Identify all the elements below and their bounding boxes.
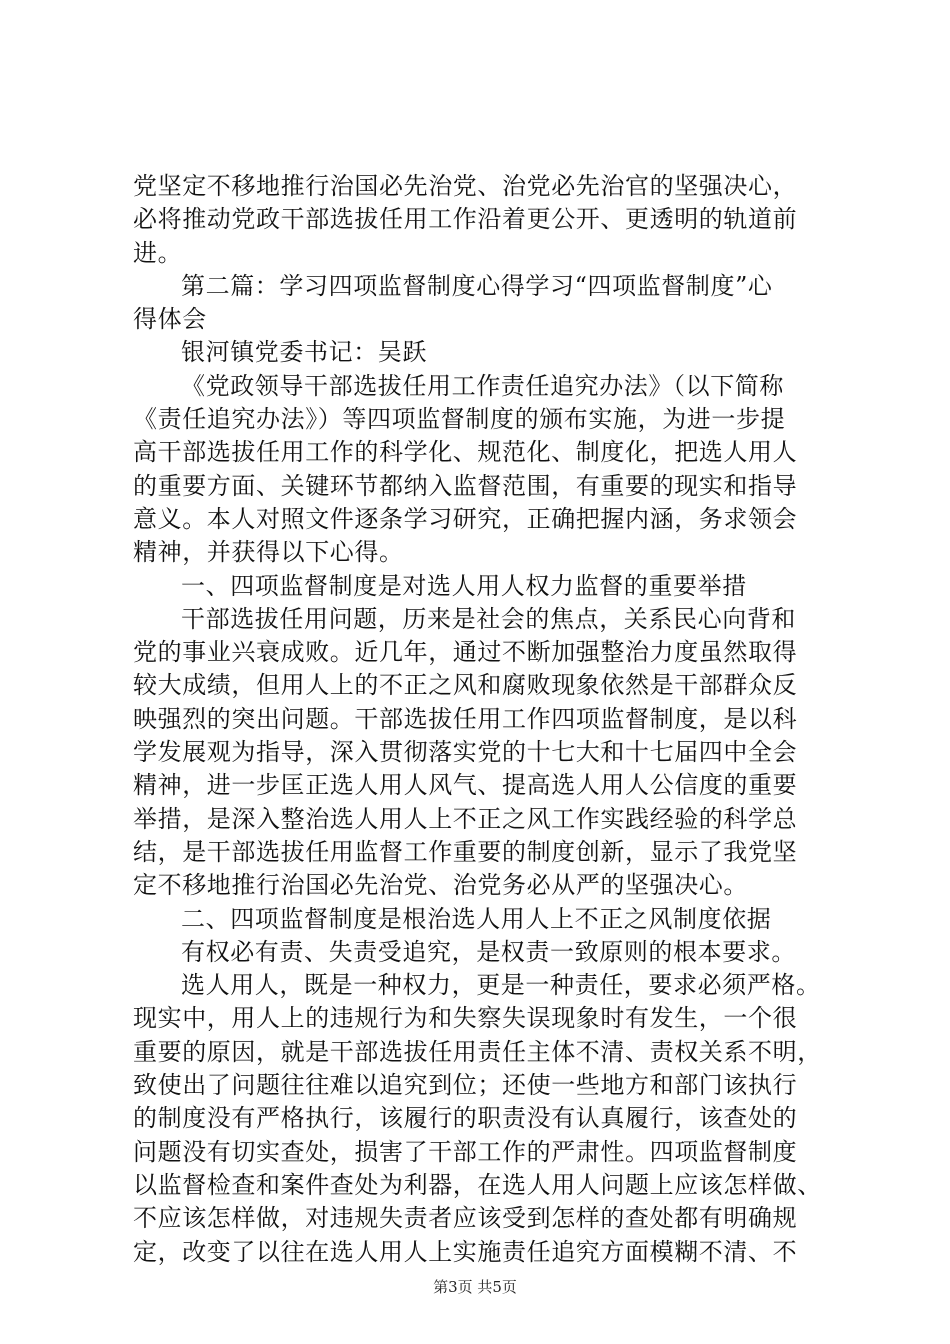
text-line: 选人用人，既是一种权力，更是一种责任，要求必须严格。 [181,971,821,1000]
text-line: 结，是干部选拔任用监督工作重要的制度创新，显示了我党坚 [133,837,798,866]
text-line: 精神，进一步匡正选人用人风气、提高选人用人公信度的重要 [133,771,798,800]
text-line: 党的事业兴衰成败。近几年，通过不断加强整治力度虽然取得 [133,638,798,667]
text-line: 的制度没有严格执行，该履行的职责没有认真履行，该查处的 [133,1104,798,1133]
text-line: 定不移地推行治国必先治党、治党务必从严的坚强决心。 [133,871,748,900]
text-line: 精神，并获得以下心得。 [133,538,404,567]
text-line: 《党政领导干部选拔任用工作责任追究办法》（以下简称 [181,371,784,400]
text-line: 干部选拔任用问题，历来是社会的焦点，关系民心向背和 [181,604,796,633]
text-line: 《责任追究办法》）等四项监督制度的颁布实施，为进一步提 [133,405,786,434]
text-line: 意义。本人对照文件逐条学习研究，正确把握内涵，务求领会 [133,504,798,533]
text-line: 致使出了问题往往难以追究到位；还使一些地方和部门该执行 [133,1071,798,1100]
text-line: 较大成绩，但用人上的不正之风和腐败现象依然是干部群众反 [133,671,798,700]
text-line: 问题没有切实查处，损害了干部工作的严肃性。四项监督制度 [133,1137,798,1166]
section-heading-line: 得体会 [133,305,207,334]
text-line: 不应该怎样做，对违规失责者应该受到怎样的查处都有明确规 [133,1204,798,1233]
text-line: 举措，是深入整治选人用人上不正之风工作实践经验的科学总 [133,804,798,833]
text-line: 学发展观为指导，深入贯彻落实党的十七大和十七届四中全会 [133,738,798,767]
text-line: 高干部选拔任用工作的科学化、规范化、制度化，把选人用人 [133,438,798,467]
page-footer [0,1276,950,1297]
subheading-line: 一、四项监督制度是对选人用人权力监督的重要举措 [181,571,747,600]
text-line: 进。 [133,238,183,267]
text-line: 重要的原因，就是干部选拔任用责任主体不清、责权关系不明， [133,1037,822,1066]
text-line: 有权必有责、失责受追究，是权责一致原则的根本要求。 [181,937,796,966]
text-line: 以监督检查和案件查处为利器，在选人用人问题上应该怎样做、 [133,1170,822,1199]
text-line: 映强烈的突出问题。干部选拔任用工作四项监督制度，是以科 [133,704,798,733]
text-line: 现实中，用人上的违规行为和失察失误现象时有发生，一个很 [133,1004,798,1033]
document-body [133,170,833,1269]
section-heading-line: 第二篇：学习四项监督制度心得学习“四项监督制度”心 [181,271,773,300]
text-line: 党坚定不移地推行治国必先治党、治党必先治官的坚强决心， [133,172,798,200]
text-line: 定，改变了以往在选人用人上实施责任追究方面模糊不清、不 [133,1237,798,1266]
author-line: 银河镇党委书记：吴跃 [181,338,427,367]
text-line: 必将推动党政干部选拔任用工作沿着更公开、更透明的轨道前 [133,205,798,234]
subheading-line: 二、四项监督制度是根治选人用人上不正之风制度依据 [181,904,772,933]
page-number: 第3页 共5页 [433,1278,517,1296]
text-line: 的重要方面、关键环节都纳入监督范围，有重要的现实和指导 [133,471,798,500]
